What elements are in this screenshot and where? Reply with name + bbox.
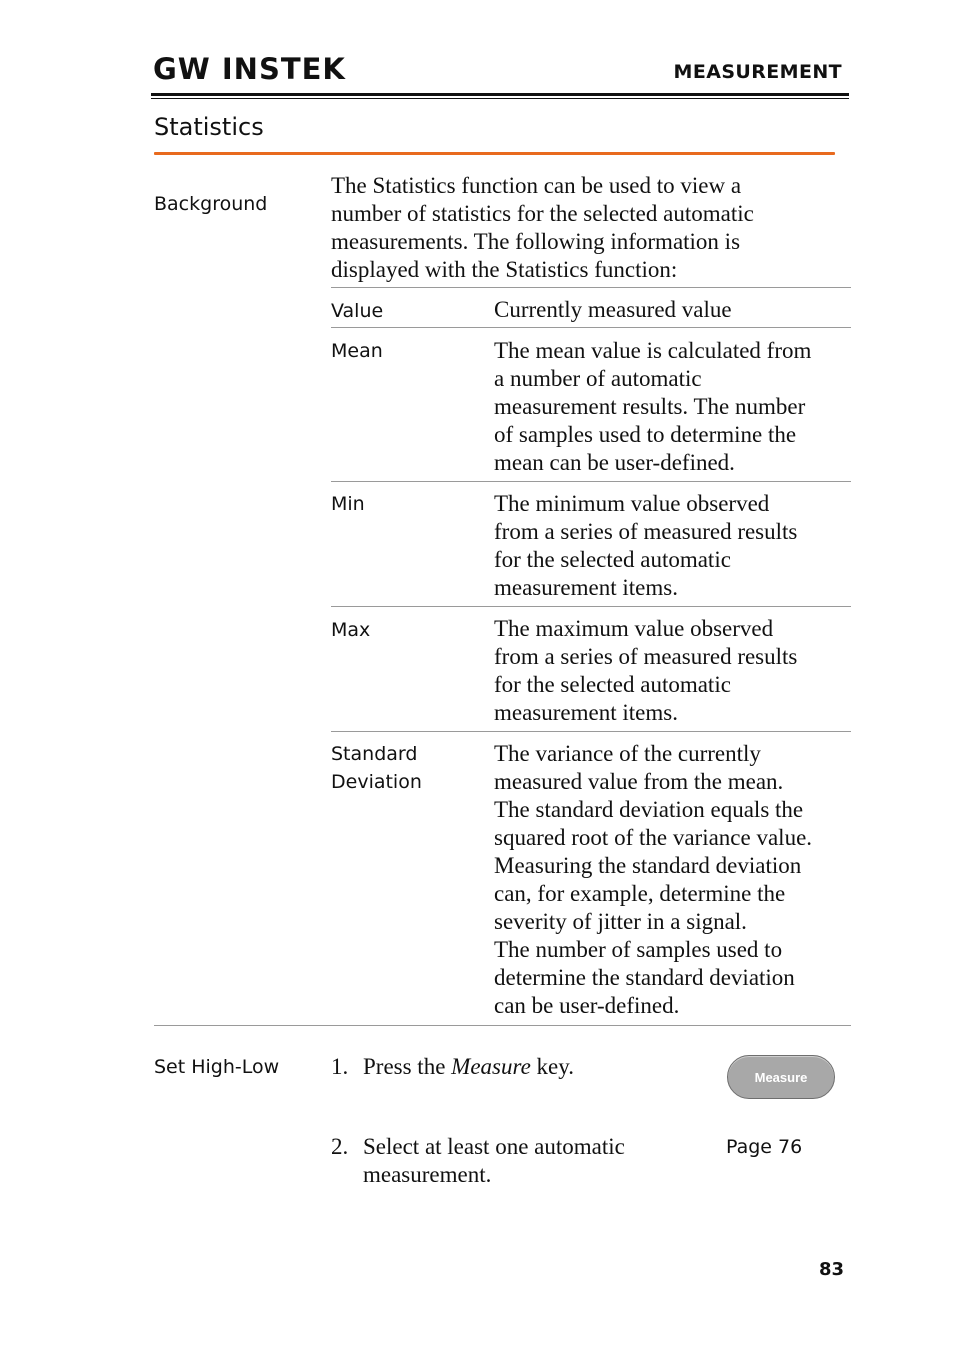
table-divider <box>331 731 851 732</box>
brand-logo: GW INSTEK <box>153 52 346 86</box>
desc-min <box>494 490 797 602</box>
intro-line: number of statistics for the selected automatic <box>331 201 754 226</box>
step-1-text <box>363 1053 574 1081</box>
header-rule-thin <box>151 98 849 99</box>
desc-line: The variance of the currently <box>494 741 761 766</box>
desc-line: determine the standard deviation <box>494 965 795 990</box>
section-divider <box>154 1025 851 1026</box>
desc-line: Currently measured value <box>494 297 732 322</box>
desc-mean <box>494 337 811 477</box>
desc-line: The maximum value observed <box>494 616 774 641</box>
table-divider <box>331 287 851 288</box>
desc-max <box>494 615 797 727</box>
header-rule <box>151 93 849 96</box>
desc-line: measurement results. The number <box>494 394 806 419</box>
intro-line: displayed with the Statistics function: <box>331 257 678 282</box>
desc-line: measurement items. <box>494 575 678 600</box>
desc-value <box>494 296 732 324</box>
desc-line: Measuring the standard deviation <box>494 853 802 878</box>
intro-line: measurements. The following information is <box>331 229 741 254</box>
background-label: Background <box>154 193 268 215</box>
desc-line: for the selected automatic <box>494 547 731 572</box>
term-line: Standard <box>331 743 418 765</box>
desc-line: The number of samples used to <box>494 937 783 962</box>
desc-line: The standard deviation equals the <box>494 797 804 822</box>
term-max: Max <box>331 619 371 641</box>
desc-line: from a series of measured results <box>494 519 798 544</box>
term-value: Value <box>331 300 384 322</box>
term-line: Deviation <box>331 771 422 793</box>
measure-key-button[interactable]: Measure <box>727 1055 835 1099</box>
intro-line: The Statistics function can be used to view a <box>331 173 742 198</box>
step-1-number: 1. <box>331 1054 349 1079</box>
page-reference-link[interactable]: Page 76 <box>726 1136 803 1158</box>
desc-line: The mean value is calculated from <box>494 338 812 363</box>
page-title: Statistics <box>154 113 264 141</box>
table-divider <box>331 481 851 482</box>
section-header: MEASUREMENT <box>673 61 842 83</box>
desc-line: for the selected automatic <box>494 672 731 697</box>
desc-line: can be user-defined. <box>494 993 680 1018</box>
desc-line: from a series of measured results <box>494 644 798 669</box>
step-text: key. <box>536 1054 575 1079</box>
desc-line: a number of automatic <box>494 366 702 391</box>
desc-line: The minimum value observed <box>494 491 770 516</box>
desc-line: of samples used to determine the <box>494 422 797 447</box>
page-number: 83 <box>818 1259 844 1280</box>
step-text: Press the <box>363 1054 446 1079</box>
desc-line: mean can be user-defined. <box>494 450 735 475</box>
title-underline <box>154 152 835 155</box>
key-name: Measure <box>451 1054 531 1079</box>
desc-line: measured value from the mean. <box>494 769 784 794</box>
desc-line: squared root of the variance value. <box>494 825 813 850</box>
term-min: Min <box>331 493 365 515</box>
step-2-text <box>363 1133 625 1189</box>
table-divider <box>331 606 851 607</box>
step-line: Select at least one automatic <box>363 1134 625 1159</box>
step-line: measurement. <box>363 1162 492 1187</box>
table-divider <box>331 327 851 328</box>
term-mean: Mean <box>331 340 383 362</box>
background-intro <box>331 172 754 284</box>
desc-line: measurement items. <box>494 700 678 725</box>
term-standard-deviation <box>331 740 422 796</box>
desc-line: can, for example, determine the <box>494 881 786 906</box>
step-2-number: 2. <box>331 1134 349 1159</box>
set-high-low-label: Set High-Low <box>154 1056 280 1078</box>
desc-line: severity of jitter in a signal. <box>494 909 747 934</box>
desc-standard-deviation <box>494 740 812 1020</box>
